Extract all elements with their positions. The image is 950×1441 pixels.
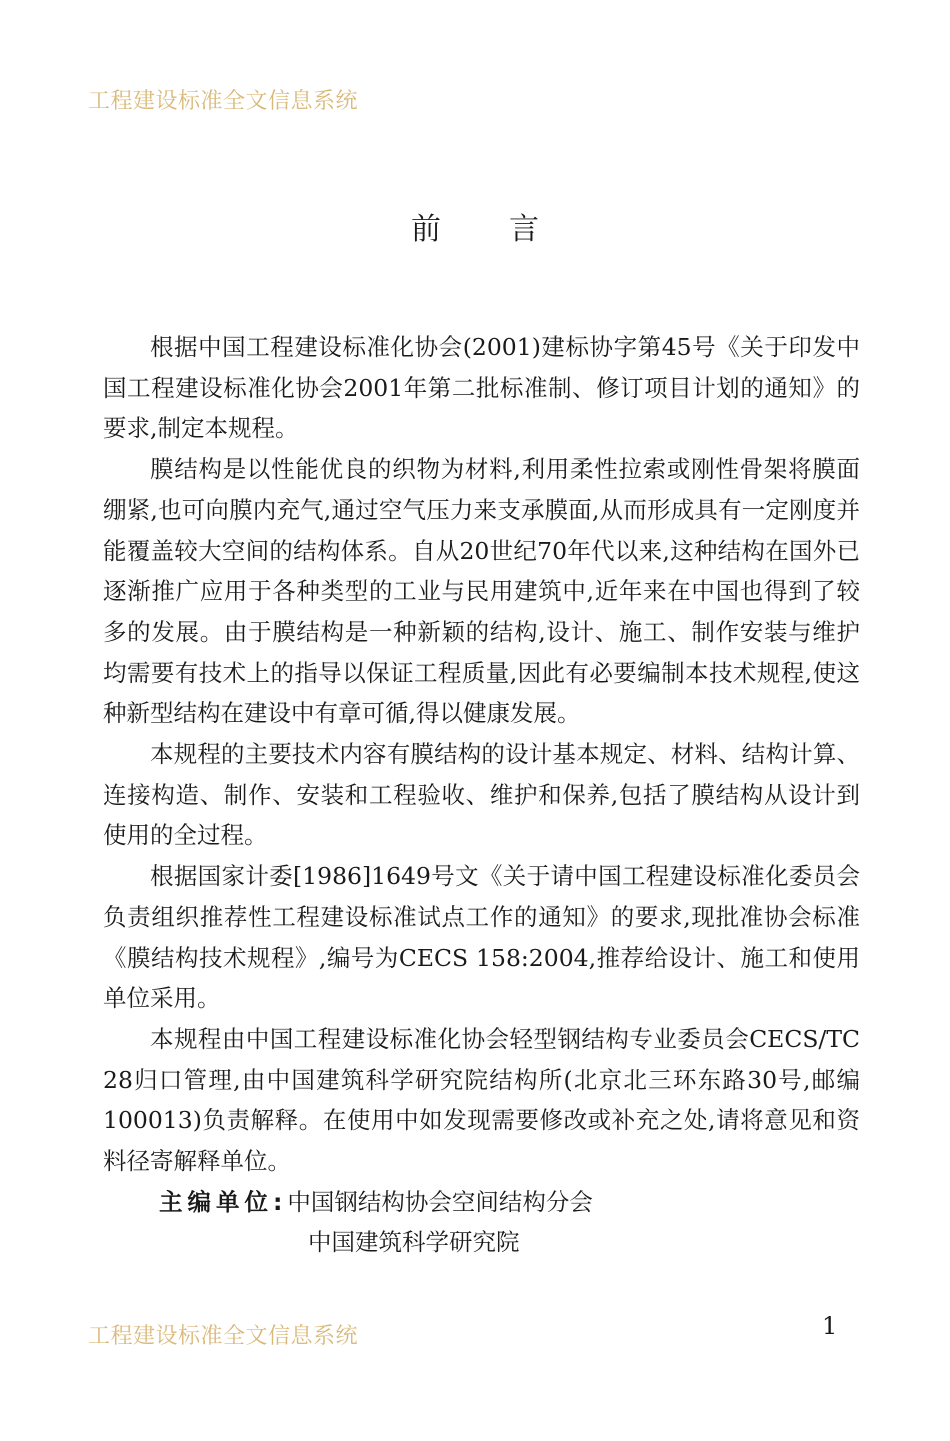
chief-editor-row-2 (103, 1222, 860, 1263)
chief-editor-label: 主编单位: (159, 1187, 288, 1216)
paragraph-approval: 根据国家计委[1986]1649号文《关于请中国工程建设标准化委员会负责组织推荐性工程建设标准试点工作的通知》的要求,现批准协会标准《膜结构技术规程》,编号为CECS 158:2004,推荐给设计、施工和使用单位采用。 (103, 862, 860, 1013)
chief-editor-row (103, 1182, 860, 1223)
watermark-bottom: 工程建设标准全文信息系统 (88, 1324, 359, 1349)
preface-body (103, 327, 860, 1263)
page-title (0, 204, 950, 248)
paragraph-main-content: 本规程的主要技术内容有膜结构的设计基本规定、材料、结构计算、连接构造、制作、安装和工程验收、维护和保养,包括了膜结构从设计到使用的全过程。 (103, 740, 860, 850)
title-char-1: 前 (411, 212, 441, 247)
chief-editor-unit-2: 中国建筑科学研究院 (308, 1228, 520, 1257)
page-number: 1 (822, 1312, 838, 1340)
paragraph-management: 本规程由中国工程建设标准化协会轻型钢结构专业委员会CECS/TC 28归口管理,由中国建筑科学研究院结构所(北京北三环东路30号,邮编100013)负责解释。在使用中如发现需要修改或补充之处,请将意见和资料径寄解释单位。 (103, 1024, 860, 1176)
paragraph-basis: 根据中国工程建设标准化协会(2001)建标协字第45号《关于印发中国工程建设标准化协会2001年第二批标准制、修订项目计划的通知》的要求,制定本规程。 (103, 333, 860, 443)
chief-editor-unit-1: 中国钢结构协会空间结构分会 (287, 1187, 593, 1216)
paragraph-membrane-intro: 膜结构是以性能优良的织物为材料,利用柔性拉索或刚性骨架将膜面绷紧,也可向膜内充气,通过空气压力来支承膜面,从而形成具有一定刚度并能覆盖较大空间的结构体系。自从20世纪70年代以来,这种结构在国外已逐渐推广应用于各种类型的工业与民用建筑中,近年来在中国也得到了较多的发展。由于膜结构是一种新颖的结构,设计、施工、制作安装与维护均需要有技术上的指导以保证工程质量,因此有必要编制本技术规程,使这种新型结构在建设中有章可循,得以健康发展。 (103, 455, 860, 728)
watermark-top: 工程建设标准全文信息系统 (88, 89, 359, 114)
title-char-2: 言 (509, 212, 539, 247)
